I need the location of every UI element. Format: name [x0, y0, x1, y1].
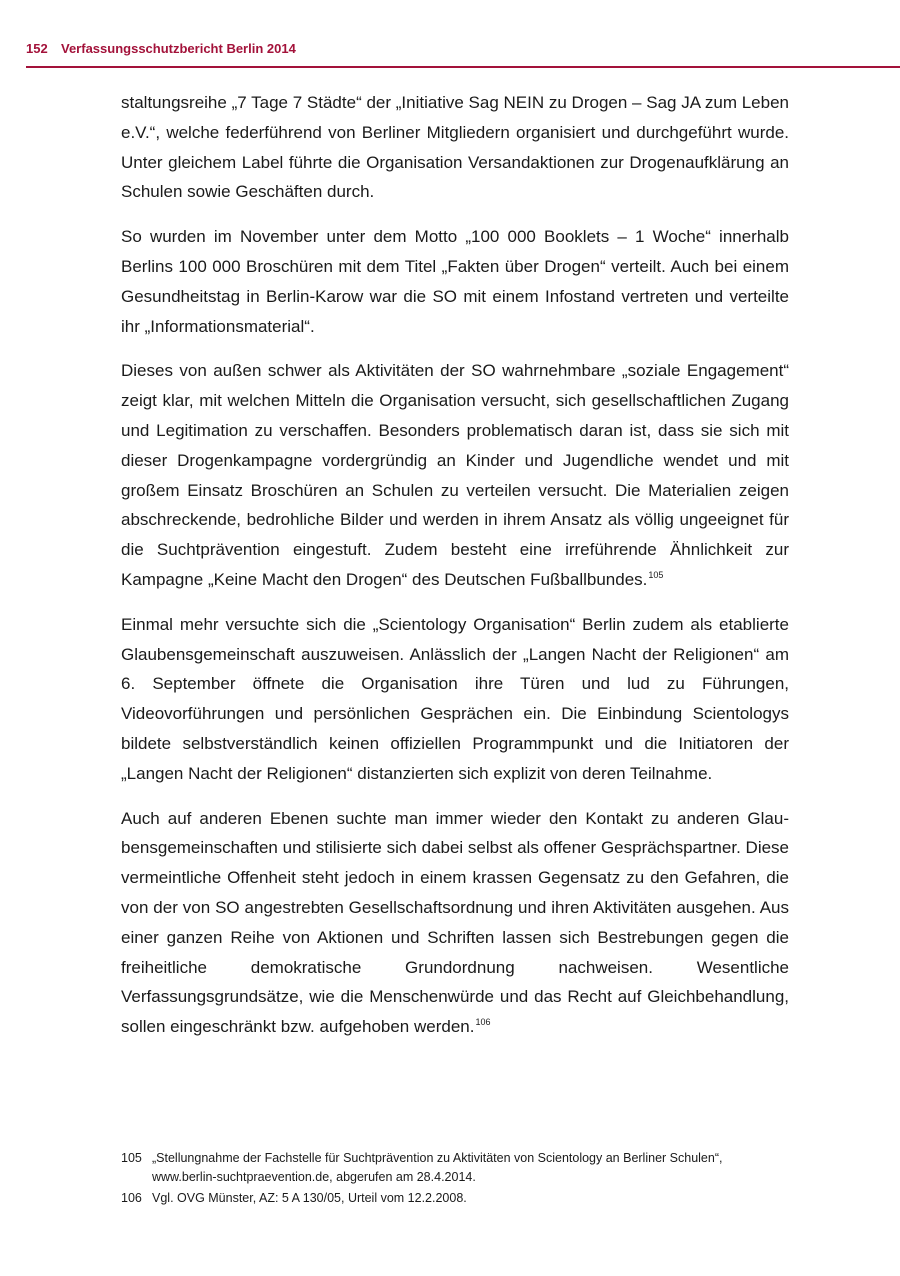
footnote-text: Vgl. OVG Münster, AZ: 5 A 130/05, Urteil vom 12.2.2008. [152, 1191, 467, 1205]
page-number: 152 [26, 41, 48, 56]
running-title: Verfassungsschutzbericht Berlin 2014 [61, 41, 296, 56]
footnotes [121, 1149, 789, 1210]
paragraph-text: Einmal mehr versuchte sich die „Scientology Organisation“ Berlin zudem als etablierte Glaubensgemeinschaft auszuweisen. Anlässlich der „Langen Nacht der Religionen“ am 6. September öffnete die Organisation ihre Türen und lud zu Führungen, Videovorführungen und persönlichen Gesprächen ein. Die Einbindung Scientologys bildete selbstverständlich keinen offiziellen Programmpunkt und die Initiatoren der „Langen Nacht der Religionen“ distanzierten sich explizit von deren Teilnahme. [121, 614, 789, 783]
footnote [121, 1189, 789, 1208]
paragraph-text: Dieses von außen schwer als Aktivitäten der SO wahrnehmbare „soziale Engagement“ zeigt klar, mit welchen Mitteln die Organisation versucht, sich gesellschaftlichen Zugang und Legitimation zu verschaffen. Besonders problematisch daran ist, dass sie sich mit dieser Drogenkampagne vordergründig an Kinder und Jugendliche wendet und mit großem Einsatz Broschüren an Schulen zu verteilen versucht. Die Materialien zeigen abschreckende, bedrohliche Bilder und werden in ihrem Ansatz als völlig ungeeignet für die Suchtprävention eingestuft. Zudem besteht eine irreführende Ähnlichkeit zur Kampagne „Keine Macht den Drogen“ des Deutschen Fußballbundes. [121, 361, 789, 589]
paragraph-text: Auch auf anderen Ebenen suchte man immer wieder den Kontakt zu anderen Glaubensgemeinschaften und stilisierte sich dabei selbst als offener Gesprächspartner. Diese vermeintliche Offenheit steht jedoch in einem krassen Gegensatz zu den Gefahren, die von der von SO angestrebten Gesellschaftsordnung und ihren Aktivitäten ausgehen. Aus einer ganzen Reihe von Aktionen und Schriften lassen sich Bestrebungen gegen die freiheitliche demokratische Grundordnung nachweisen. Wesentliche Verfassungsgrundsätze, wie die Menschenwürde und das Recht auf Gleichbehandlung, sollen eingeschränkt bzw. aufgehoben werden. [121, 808, 789, 1037]
footnote-number: 105 [121, 1151, 142, 1165]
paragraph-text: So wurden im November unter dem Motto „100 000 Booklets – 1 Woche“ innerhalb Berlins 100 000 Broschüren mit dem Titel „Fakten über Drogen“ verteilt. Auch bei einem Gesundheitstag in Berlin-Karow war die SO mit einem Infostand vertreten und verteilte ihr „Informationsmaterial“. [121, 227, 789, 336]
paragraph [121, 88, 789, 207]
footnote-number: 106 [121, 1191, 142, 1205]
paragraph [121, 610, 789, 789]
body-text [121, 88, 789, 1057]
footnote-reference: 105 [648, 569, 664, 580]
page-header [26, 40, 900, 68]
footnote [121, 1149, 789, 1187]
footnote-reference: 106 [475, 1017, 491, 1028]
paragraph [121, 356, 789, 594]
paragraph-text: staltungsreihe „7 Tage 7 Städte“ der „Initiative Sag NEIN zu Drogen – Sag JA zum Leben e.V.“, welche federführend von Berliner Mitgliedern organisiert und durchgeführt wurde. Unter gleichem Label führte die Organisation Versandaktionen zur Drogenaufklärung an Schulen sowie Geschäften durch. [121, 93, 789, 202]
paragraph [121, 222, 789, 341]
footnote-text: „Stellungnahme der Fachstelle für Suchtprävention zu Aktivitäten von Scientology an Berliner Schulen“, www.berlin-suchtpraevention.de, abgerufen am 28.4.2014. [152, 1151, 723, 1184]
paragraph [121, 804, 789, 1042]
